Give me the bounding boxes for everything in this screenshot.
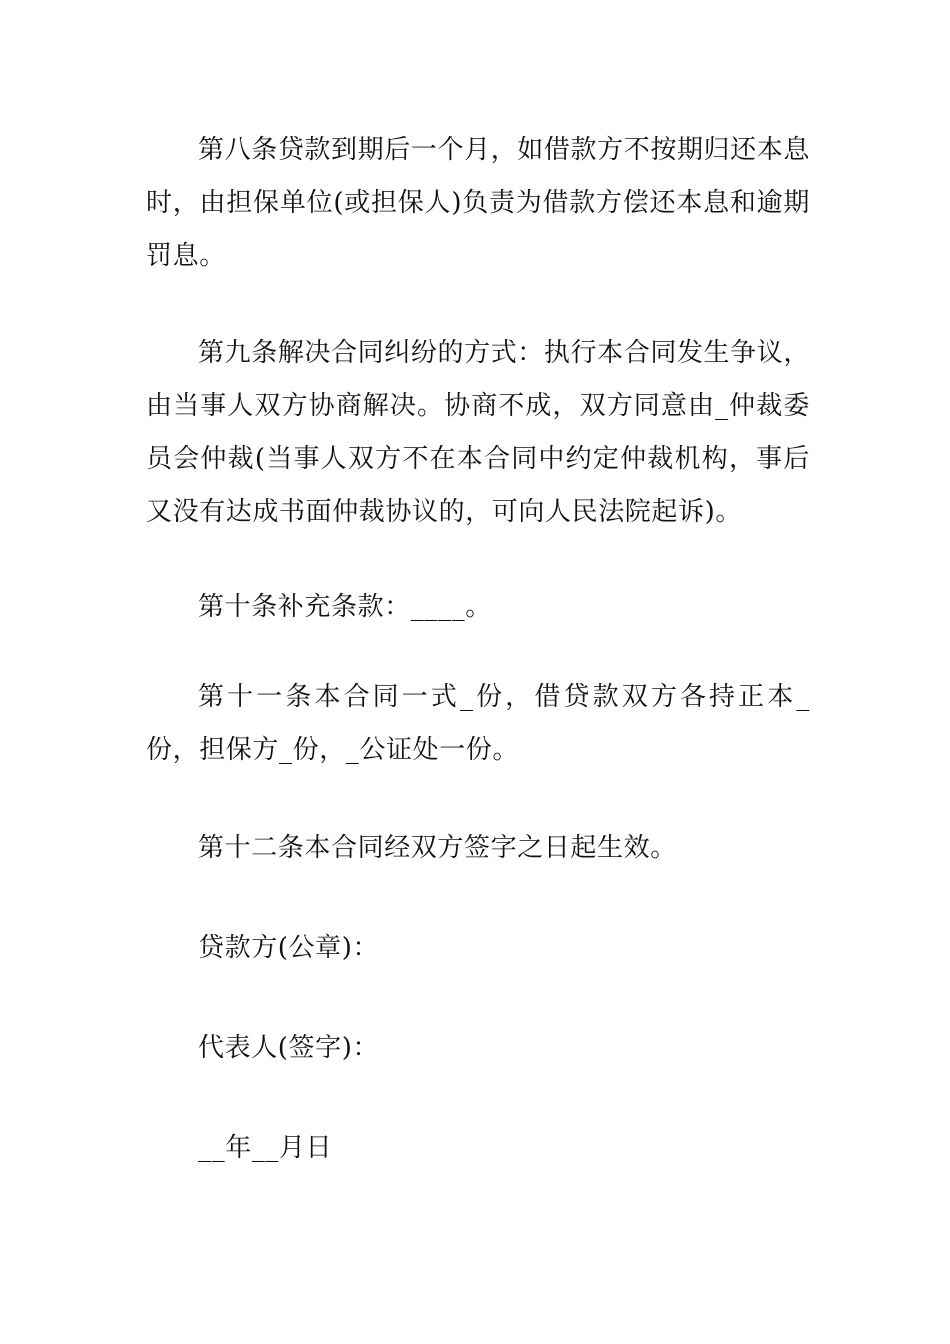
lender-seal-line: 贷款方(公章)： [198,933,380,963]
clause-8-paragraph: 第八条贷款到期后一个月，如借款方不按期归还本息时，由担保单位(或担保人)负责为借款方偿还本息和逾期罚息。 [146,135,810,271]
clause-9-paragraph: 第九条解决合同纠纷的方式：执行本合同发生争议，由当事人双方协商解决。协商不成，双方同意由_仲裁委员会仲裁(当事人双方不在本合同中约定仲裁机构，事后又没有达成书面仲裁协议的，可向人民法院起诉)。 [146,338,810,527]
clause-12-paragraph: 第十二条本合同经双方签字之日起生效。 [198,833,677,863]
date-line: __年__月日 [198,1133,333,1163]
representative-signature-line: 代表人(签字)： [198,1033,380,1063]
clause-11-paragraph: 第十一条本合同一式_份，借贷款双方各持正本_份，担保方_份，_公证处一份。 [146,682,810,765]
clause-10-paragraph: 第十条补充条款：____。 [198,592,492,622]
